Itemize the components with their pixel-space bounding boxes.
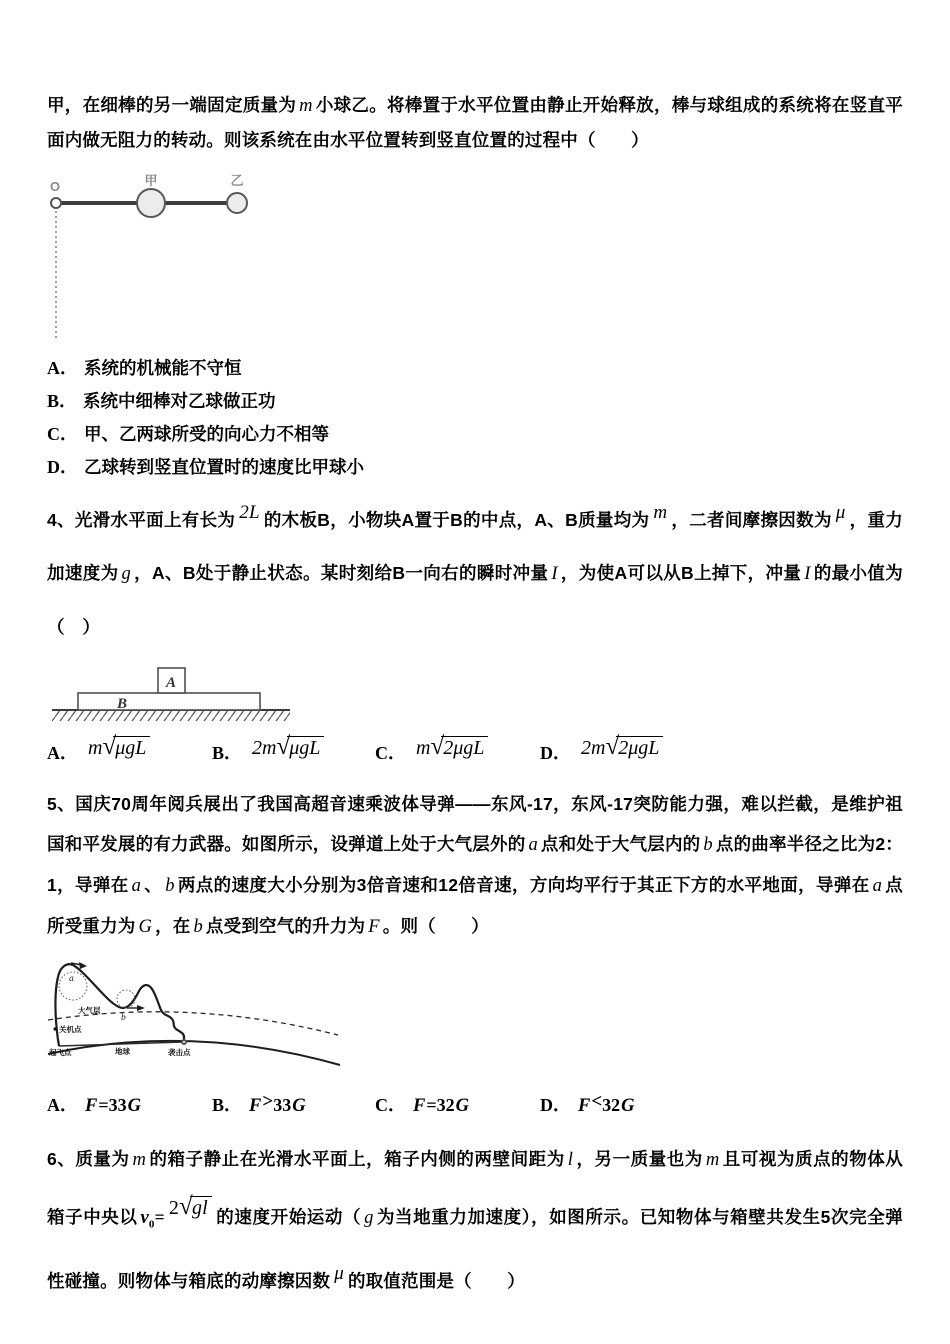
- missile-trajectory-diagram: [42, 953, 342, 1077]
- option-d-text: 乙球转到竖直位置时的速度比甲球小: [84, 457, 364, 477]
- cutoff-point-dot: [53, 1027, 56, 1030]
- variable-m: m: [299, 96, 313, 116]
- stem-text: ，A、B处于静止状态。某时刻给B一向右的瞬时冲量: [133, 563, 549, 583]
- stem-text: 6、质量为: [47, 1149, 130, 1169]
- square-root: [102, 733, 150, 761]
- question5-figure: [42, 953, 903, 1077]
- coefficient: m: [88, 737, 103, 759]
- option-a-label: A．: [47, 358, 78, 378]
- ball-jia-label: 甲: [144, 173, 158, 188]
- value: 32: [436, 1095, 455, 1115]
- stem-text: 两点的速度大小分别为3倍音速和12倍音速，方向均平行于其正下方的水平地面，导弹在: [177, 875, 870, 895]
- stem-text: 5、国庆70周年阅兵展出了我国高超音速乘波体导弹——东风-17，东风-17突防能力强，难以拦截，是维护祖国和平发展的有力武器。如图所示，设弹道上处于大气层外的: [47, 794, 903, 854]
- option-a: [47, 733, 212, 766]
- stem-text: 、: [144, 875, 163, 895]
- option-c: [375, 733, 540, 766]
- stem-text: 。则（ ）: [382, 916, 489, 936]
- option-a: [47, 352, 903, 385]
- radical-sign: √: [276, 733, 291, 760]
- radical-sign: √: [179, 1193, 193, 1220]
- option-c-label: C．: [375, 1095, 406, 1115]
- arrowhead-b: [137, 1005, 145, 1011]
- square-root: [179, 1179, 212, 1236]
- square-root: [276, 733, 324, 761]
- coefficient: 2m: [581, 737, 606, 759]
- radical-sign: √: [102, 733, 117, 760]
- question3-figure: [45, 169, 903, 344]
- option-d-label: D．: [47, 457, 78, 477]
- stem-text: 的木板B，小物块A置于B的中点，A、B质量均为: [263, 510, 650, 530]
- block-on-plank-diagram: [47, 662, 347, 722]
- variable-G: G: [138, 917, 153, 937]
- option-d: [47, 451, 903, 484]
- option-a: [47, 1091, 212, 1117]
- option-b: [212, 733, 375, 766]
- variable-F: F: [85, 1096, 98, 1116]
- radical-sign: √: [430, 733, 445, 760]
- option-c-label: C．: [375, 743, 406, 763]
- stem-text: 的最小值为（ ）: [47, 563, 903, 637]
- stem-text: 的取值范围是（ ）: [347, 1270, 525, 1291]
- option-b: [47, 385, 903, 418]
- question4-options: [47, 733, 903, 766]
- radical-sign: √: [605, 733, 620, 760]
- variable-b: b: [193, 917, 203, 937]
- stem-text: 的速度开始运动（: [215, 1207, 362, 1227]
- variable-2L: 2L: [239, 502, 260, 523]
- variable-l: l: [567, 1150, 574, 1170]
- question5-options: [47, 1091, 903, 1117]
- ball-jia: [137, 189, 165, 217]
- ball-yi-label: 乙: [230, 173, 244, 188]
- point-a-label: a: [69, 974, 74, 984]
- variable-m: m: [653, 502, 668, 523]
- stem-text: ，另一质量也为: [576, 1149, 703, 1169]
- stem-text: ，二者间摩擦因数为: [671, 510, 832, 530]
- variable-g: g: [121, 564, 131, 584]
- question3-stem: [47, 88, 903, 157]
- pivot-label: O: [50, 179, 61, 194]
- strike-label: 袭击点: [168, 1048, 191, 1057]
- option-b-label: B．: [212, 1095, 243, 1115]
- variable-m: m: [705, 1150, 720, 1170]
- option-c-formula: [416, 733, 488, 761]
- relation-sign: =: [98, 1095, 109, 1115]
- option-b-label: B．: [212, 743, 243, 763]
- stem-text: 点受到空气的升力为: [205, 916, 366, 936]
- plank-b-label: B: [117, 696, 128, 712]
- coefficient: m: [416, 737, 431, 759]
- stem-text: 4、光滑水平面上有长为: [47, 510, 236, 530]
- ball-yi: [227, 193, 247, 213]
- square-root: [430, 733, 488, 761]
- stem-text: 的箱子静止在光滑水平面上，箱子内侧的两壁间距为: [149, 1149, 565, 1169]
- variable-F: F: [368, 917, 380, 937]
- equals-sign: =: [154, 1207, 165, 1227]
- subscript-0: 0: [148, 1218, 155, 1231]
- coefficient: 2: [168, 1197, 180, 1219]
- radicand: 2μgL: [616, 736, 663, 759]
- variable-G: G: [127, 1096, 141, 1116]
- square-root: [605, 733, 663, 761]
- variable-F: F: [413, 1096, 426, 1116]
- initial-speed-formula: [169, 1179, 212, 1236]
- option-a-label: A．: [47, 743, 78, 763]
- stem-text: 点所受重力为: [47, 875, 904, 936]
- option-d: [540, 733, 663, 766]
- variable-mu: μ: [835, 502, 846, 523]
- coefficient: 2m: [252, 737, 277, 759]
- option-c: [47, 418, 903, 451]
- variable-g: g: [364, 1208, 374, 1228]
- variable-F: F: [249, 1096, 262, 1116]
- option-d: [540, 1091, 636, 1117]
- strike-point-marker: [182, 1040, 186, 1044]
- atmosphere-label: 大气层: [78, 1006, 101, 1015]
- arrowhead-a: [79, 962, 87, 969]
- point-b-label: b: [121, 1013, 126, 1023]
- option-b-text: 系统中细棒对乙球做正功: [83, 391, 276, 411]
- variable-G: G: [455, 1096, 469, 1116]
- variable-b: b: [165, 876, 175, 896]
- ground-hatching: [52, 710, 290, 721]
- stem-text: 小球乙。将棒置于水平位置由静止开始释放，棒与球组成的系统将在竖直平面内做无阻力的转动。则该系统在由水平位置转到竖直位置的过程中（ ）: [47, 95, 903, 150]
- variable-I: I: [551, 564, 558, 584]
- question5-stem: [47, 784, 903, 947]
- variable-v0: v: [140, 1208, 149, 1228]
- question4-figure: [47, 662, 903, 722]
- question6-stem: [47, 1131, 903, 1310]
- block-a-label: A: [165, 675, 177, 691]
- variable-b: b: [703, 835, 713, 855]
- stem-text: 且可视为质点的物体从箱子中央以: [47, 1149, 904, 1227]
- launch-label: 起飞点: [49, 1048, 72, 1057]
- option-a-text: 系统的机械能不守恒: [84, 358, 242, 378]
- relation-sign: =: [426, 1095, 437, 1115]
- question3-options: [47, 352, 903, 484]
- stem-text: 点的曲率半径之比为2：1，导弹在: [47, 834, 903, 895]
- variable-G: G: [292, 1096, 306, 1116]
- option-b: [212, 1091, 375, 1117]
- variable-F: F: [578, 1096, 591, 1116]
- option-d-formula: [581, 733, 663, 761]
- variable-a: a: [872, 876, 883, 896]
- stem-text: ，重力加速度为: [47, 510, 903, 583]
- radicand: 2μgL: [441, 736, 488, 759]
- stem-text: 点和处于大气层内的: [540, 834, 701, 854]
- radicand: μgL: [113, 736, 150, 759]
- option-d-label: D．: [540, 1095, 571, 1115]
- stem-text: 甲，在细棒的另一端固定质量为: [47, 95, 297, 115]
- relation-sign: >: [262, 1091, 274, 1112]
- option-b-formula: [252, 733, 324, 761]
- atmosphere-dashed-line: [48, 1012, 338, 1035]
- variable-m: m: [132, 1150, 147, 1170]
- option-b-label: B．: [47, 391, 78, 411]
- option-a-formula: [88, 733, 150, 761]
- variable-G: G: [621, 1096, 635, 1116]
- curvature-circle-b: [117, 990, 135, 1008]
- rod-and-balls-diagram: [45, 169, 325, 344]
- pivot-point: [51, 198, 61, 208]
- option-a-label: A．: [47, 1095, 78, 1115]
- option-c: [375, 1091, 540, 1117]
- variable-a: a: [131, 876, 142, 896]
- plank-b: [78, 693, 260, 710]
- radicand: μgL: [287, 736, 324, 759]
- option-c-label: C．: [47, 424, 78, 444]
- earth-label: 地球: [115, 1047, 130, 1056]
- stem-text: ，在: [155, 916, 191, 936]
- option-c-text: 甲、乙两球所受的向心力不相等: [84, 424, 329, 444]
- variable-a: a: [528, 835, 538, 855]
- stem-text: ，为使A可以从B上掉下，冲量: [560, 563, 802, 583]
- relation-sign: <: [591, 1091, 603, 1112]
- variable-I: I: [804, 564, 811, 584]
- value: 33: [108, 1095, 127, 1115]
- variable-mu: μ: [334, 1262, 344, 1284]
- value: 33: [273, 1095, 292, 1115]
- question4-stem: [47, 494, 903, 654]
- stem-text: 为当地重力加速度），如图所示。已知物体与箱壁共发生5次完全弹性碰撞。则物体与箱底的动摩擦因数: [47, 1207, 904, 1291]
- option-d-label: D．: [540, 743, 571, 763]
- value: 32: [602, 1095, 621, 1115]
- cutoff-label: 关机点: [59, 1025, 82, 1034]
- radicand: gl: [190, 1196, 212, 1219]
